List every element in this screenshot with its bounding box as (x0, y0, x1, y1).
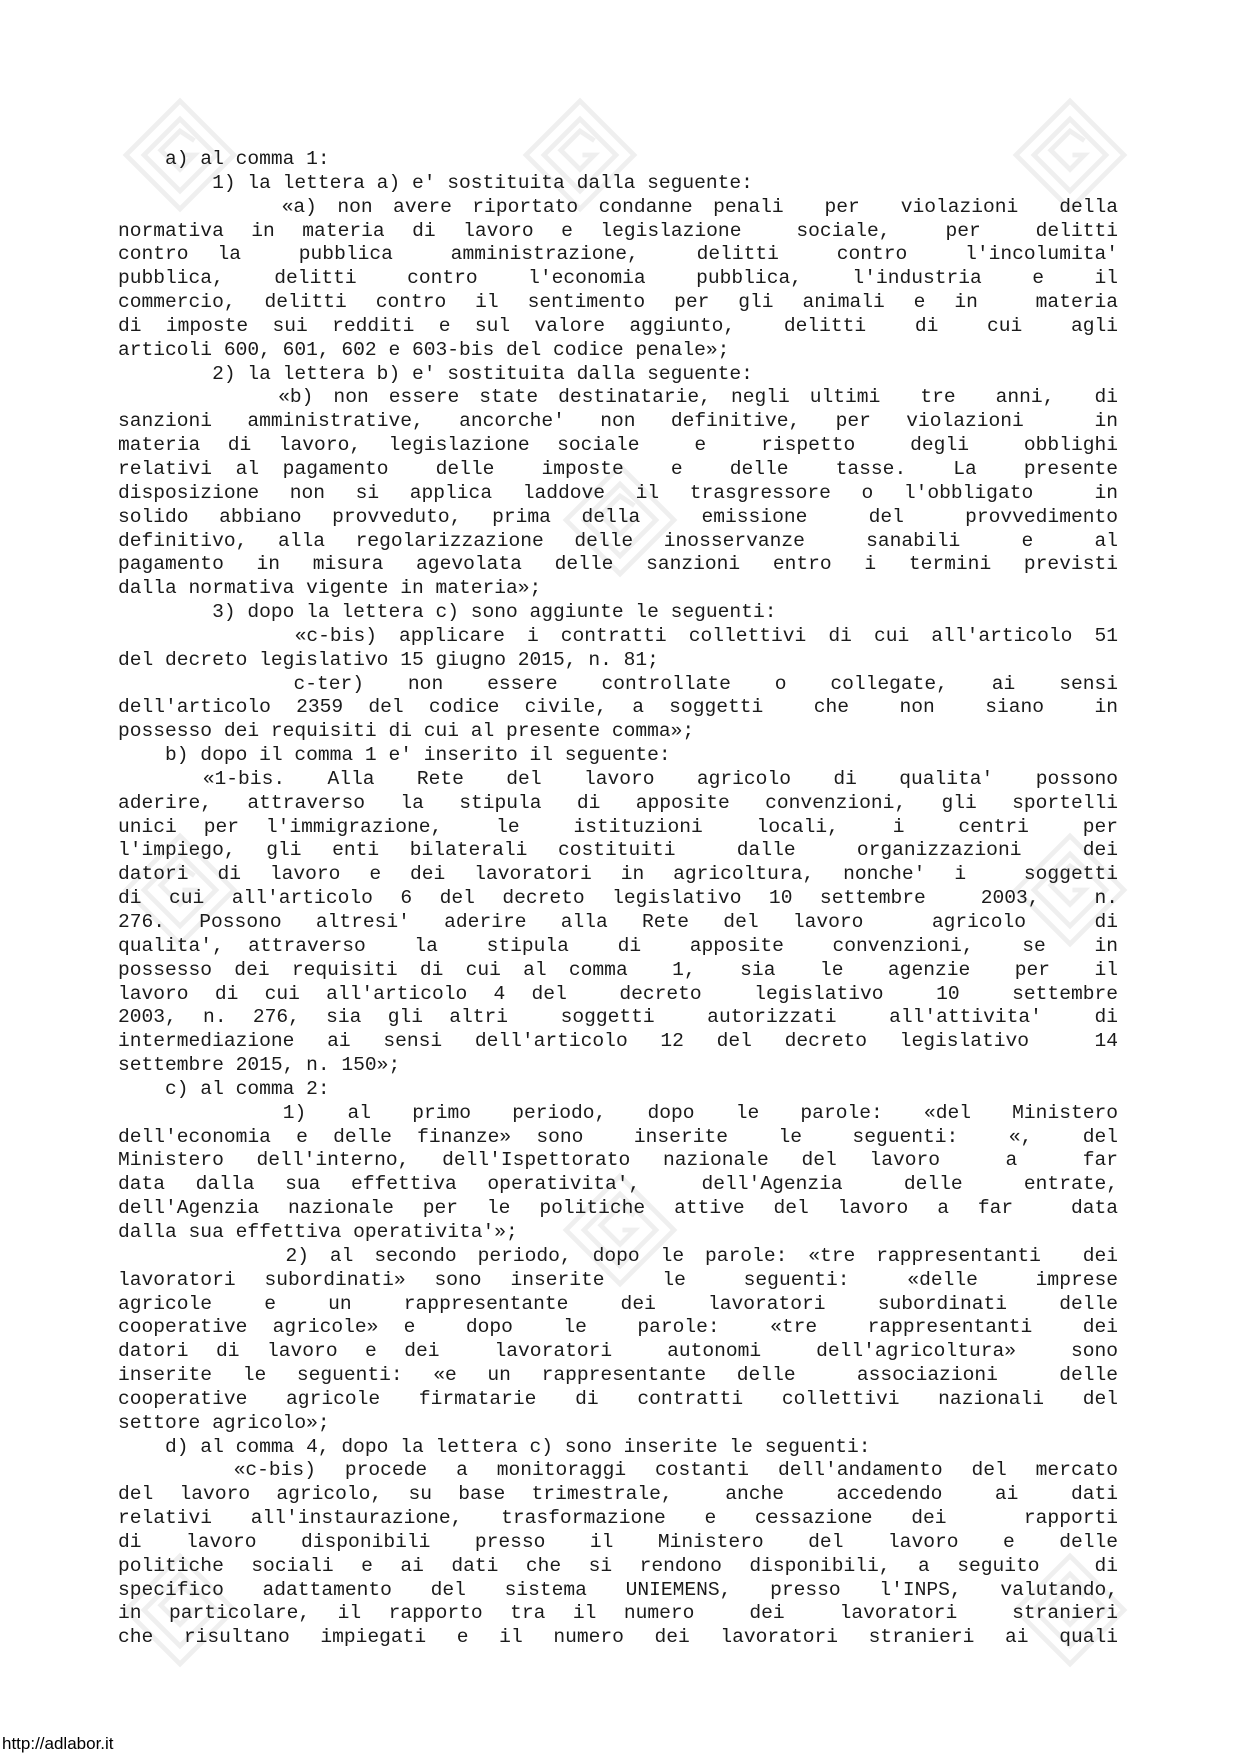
text-line: lavoro di cui all'articolo 4 del decreto legislativo 10 settembre (118, 982, 1118, 1005)
text-line: 1) al primo periodo, dopo le parole: «del Ministero (118, 1101, 1118, 1124)
text-line: possesso dei requisiti di cui al comma 1, sia le agenzie per il (118, 958, 1118, 981)
text-line: 3) dopo la lettera c) sono aggiunte le seguenti: (118, 601, 777, 624)
text-line: inserite le seguenti: «e un rappresentante delle associazioni delle (118, 1364, 1118, 1387)
text-line: dalla sua effettiva operativita'»; (118, 1220, 518, 1243)
text-line: «c-bis) procede a monitoraggi costanti dell'andamento del mercato (118, 1459, 1118, 1482)
text-line: «a) non avere riportato condanne penali per violazioni della (118, 195, 1118, 218)
text-line: pagamento in misura agevolata delle sanzioni entro i termini previsti (118, 553, 1118, 576)
footer-url[interactable]: http://adlabor.it (2, 1734, 114, 1753)
text-line: possesso dei requisiti di cui al presente comma»; (118, 720, 695, 743)
text-line: del lavoro agricolo, su base trimestrale, anche accedendo ai dati (118, 1483, 1118, 1506)
text-line: «b) non essere state destinatarie, negli ultimi tre anni, di (118, 386, 1118, 409)
text-line: sanzioni amministrative, ancorche' non definitive, per violazioni in (118, 410, 1118, 433)
text-line: settore agricolo»; (118, 1411, 330, 1434)
text-line: relativi all'instaurazione, trasformazione e cessazione dei rapporti (118, 1507, 1118, 1530)
text-line: dell'economia e delle finanze» sono inserite le seguenti: «, del (118, 1125, 1118, 1148)
text-line: di lavoro disponibili presso il Ministero del lavoro e delle (118, 1530, 1118, 1553)
text-line: settembre 2015, n. 150»; (118, 1054, 401, 1077)
text-line: l'impiego, gli enti bilaterali costituiti dalle organizzazioni dei (118, 839, 1118, 862)
text-line: solido abbiano provveduto, prima della emissione del provvedimento (118, 505, 1118, 528)
text-line: «1-bis. Alla Rete del lavoro agricolo di qualita' possono (118, 767, 1118, 790)
text-line: c) al comma 2: (118, 1077, 330, 1100)
text-line: che risultano impiegati e il numero dei lavoratori stranieri ai quali (118, 1626, 1118, 1649)
text-line: di imposte sui redditi e sul valore aggiunto, delitti di cui agli (118, 314, 1118, 337)
text-line: commercio, delitti contro il sentimento per gli animali e in materia (118, 291, 1118, 314)
text-line: d) al comma 4, dopo la lettera c) sono inserite le seguenti: (118, 1435, 871, 1458)
text-line: 2003, n. 276, sia gli altri soggetti autorizzati all'attivita' di (118, 1006, 1118, 1029)
text-line: Ministero dell'interno, dell'Ispettorato nazionale del lavoro a far (118, 1149, 1118, 1172)
text-line: qualita', attraverso la stipula di apposite convenzioni, se in (118, 934, 1118, 957)
text-line: dalla normativa vigente in materia»; (118, 577, 542, 600)
text-line: data dalla sua effettiva operativita', dell'Agenzia delle entrate, (118, 1173, 1118, 1196)
text-line: del decreto legislativo 15 giugno 2015, n. 81; (118, 648, 659, 671)
text-line: materia di lavoro, legislazione sociale e rispetto degli obblighi (118, 434, 1118, 457)
document-body (118, 148, 1118, 1650)
text-line: in particolare, il rapporto tra il numero dei lavoratori stranieri (118, 1602, 1118, 1625)
text-line: intermediazione ai sensi dell'articolo 12 del decreto legislativo 14 (118, 1030, 1118, 1053)
text-line: cooperative agricole firmatarie di contratti collettivi nazionali del (118, 1387, 1118, 1410)
text-line: politiche sociali e ai dati che si rendono disponibili, a seguito di (118, 1554, 1118, 1577)
text-line: lavoratori subordinati» sono inserite le seguenti: «delle imprese (118, 1268, 1118, 1291)
text-line: specifico adattamento del sistema UNIEMENS, presso l'INPS, valutando, (118, 1578, 1118, 1601)
text-line: normativa in materia di lavoro e legislazione sociale, per delitti (118, 219, 1118, 242)
text-line: definitivo, alla regolarizzazione delle inosservanze sanabili e al (118, 529, 1118, 552)
text-line: datori di lavoro e dei lavoratori in agricoltura, nonche' i soggetti (118, 863, 1118, 886)
text-line: contro la pubblica amministrazione, delitti contro l'incolumita' (118, 243, 1118, 266)
text-line: articoli 600, 601, 602 e 603-bis del codice penale»; (118, 338, 730, 361)
text-line: cooperative agricole» e dopo le parole: «tre rappresentanti dei (118, 1316, 1118, 1339)
text-line: a) al comma 1: (118, 148, 330, 170)
text-line: 1) la lettera a) e' sostituita dalla seguente: (118, 171, 753, 194)
text-line: pubblica, delitti contro l'economia pubblica, l'industria e il (118, 267, 1118, 290)
text-line: b) dopo il comma 1 e' inserito il seguente: (118, 744, 671, 767)
text-line: 276. Possono altresi' aderire alla Rete del lavoro agricolo di (118, 911, 1118, 933)
text-line: datori di lavoro e dei lavoratori autonomi dell'agricoltura» sono (118, 1340, 1118, 1363)
text-line: agricole e un rappresentante dei lavoratori subordinati delle (118, 1292, 1118, 1315)
text-line: c-ter) non essere controllate o collegate, ai sensi (118, 672, 1118, 695)
text-line: dell'Agenzia nazionale per le politiche attive del lavoro a far data (118, 1197, 1118, 1220)
text-line: unici per l'immigrazione, le istituzioni locali, i centri per (118, 815, 1118, 838)
text-line: «c-bis) applicare i contratti collettivi di cui all'articolo 51 (118, 624, 1118, 647)
text-line: dell'articolo 2359 del codice civile, a soggetti che non siano in (118, 696, 1118, 719)
text-line: aderire, attraverso la stipula di apposite convenzioni, gli sportelli (118, 791, 1118, 814)
text-line: 2) la lettera b) e' sostituita dalla seguente: (118, 362, 753, 385)
text-line: 2) al secondo periodo, dopo le parole: «tre rappresentanti dei (118, 1244, 1118, 1267)
text-line: di cui all'articolo 6 del decreto legislativo 10 settembre 2003, n. (118, 887, 1118, 910)
text-line: disposizione non si applica laddove il trasgressore o l'obbligato in (118, 481, 1118, 504)
text-line: relativi al pagamento delle imposte e delle tasse. La presente (118, 457, 1118, 480)
